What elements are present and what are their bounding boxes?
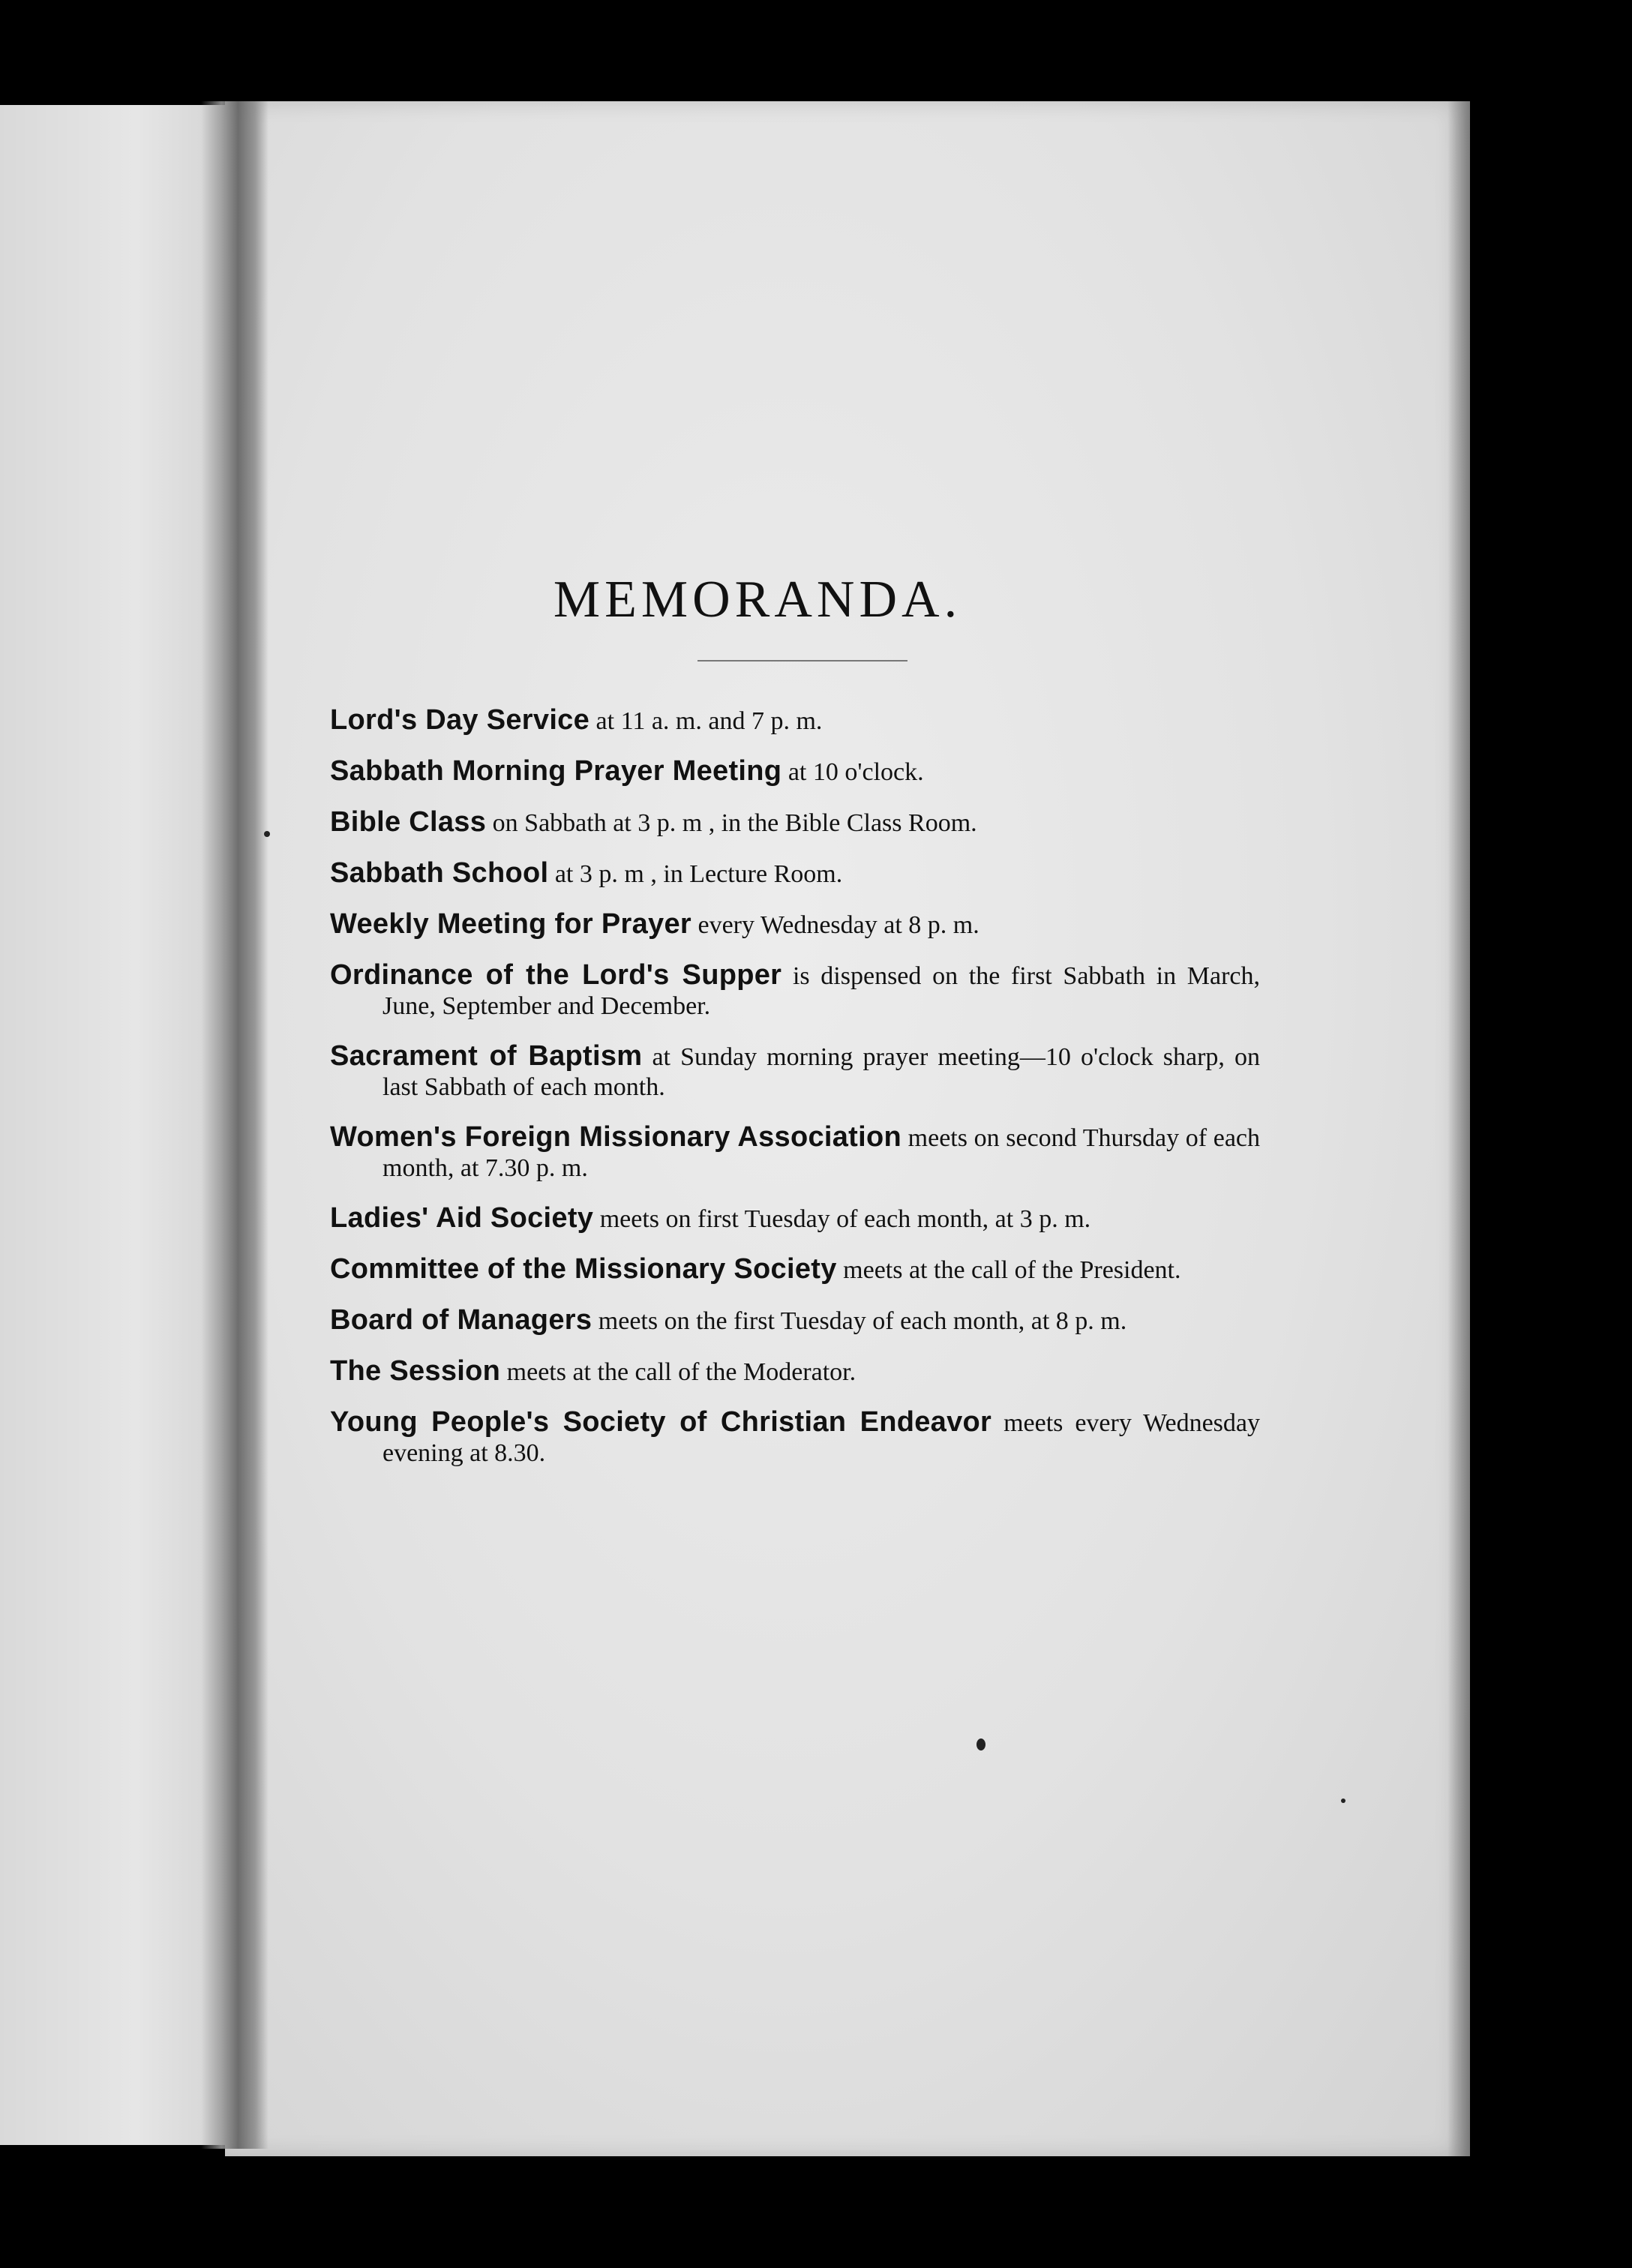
entry-heading: Women's Foreign Missionary Association <box>330 1121 902 1153</box>
entry-text: meets on the first Tuesday of each month, at 8 p. m. <box>598 1307 1127 1335</box>
entry-text: meets on second Thursday of each month, at 7.30 p. m. <box>382 1124 1260 1182</box>
binding-gutter <box>201 101 268 2149</box>
entry-christian-endeavor <box>330 1407 1260 1468</box>
entry-text: on Sabbath at 3 p. m , in the Bible Class Room. <box>492 809 977 837</box>
ink-speck <box>1341 1798 1346 1803</box>
entry-heading: Board of Managers <box>330 1304 592 1336</box>
entry-bible-class <box>330 807 1260 838</box>
entry-lords-supper <box>330 960 1260 1022</box>
entry-heading: Lord's Day Service <box>330 704 590 736</box>
entry-text: meets on first Tuesday of each month, at 3 p. m. <box>599 1205 1091 1233</box>
entry-board-of-managers <box>330 1305 1260 1336</box>
entry-heading: The Session <box>330 1355 501 1387</box>
entry-womens-foreign-missionary <box>330 1122 1260 1184</box>
entry-heading: Sabbath Morning Prayer Meeting <box>330 755 782 787</box>
entry-text: at 10 o'clock. <box>788 758 924 786</box>
memoranda-list <box>330 705 1260 1468</box>
memoranda-content <box>330 570 1260 1488</box>
entry-heading: Young People's Society of Christian Endeavor <box>330 1406 992 1438</box>
entry-text: at 11 a. m. and 7 p. m. <box>596 707 823 735</box>
entry-text: meets every Wednesday evening at 8.30. <box>382 1409 1261 1467</box>
entry-heading: Committee of the Missionary Society <box>330 1253 837 1285</box>
entry-heading: Ladies' Aid Society <box>330 1202 594 1234</box>
entry-session <box>330 1356 1260 1388</box>
page-edge-shadow <box>1448 101 1470 2156</box>
entry-ladies-aid <box>330 1203 1260 1234</box>
entry-text: is dispensed on the first Sabbath in March, June, September and December. <box>382 962 1261 1020</box>
entry-weekly-meeting <box>330 909 1260 940</box>
entry-text: at 3 p. m , in Lecture Room. <box>554 860 843 888</box>
entry-heading: Sabbath School <box>330 857 549 889</box>
ink-speck <box>264 831 270 837</box>
entry-sabbath-morning-prayer <box>330 756 1260 788</box>
entry-heading: Sacrament of Baptism <box>330 1040 643 1072</box>
entry-heading: Bible Class <box>330 806 487 838</box>
entry-lords-day-service <box>330 705 1260 736</box>
entry-text: meets at the call of the President. <box>843 1256 1181 1284</box>
entry-text: at Sunday morning prayer meeting—10 o'clock sharp, on last Sabbath of each month. <box>382 1043 1261 1101</box>
entry-sabbath-school <box>330 858 1260 890</box>
entry-heading: Ordinance of the Lord's Supper <box>330 959 782 991</box>
entry-text: meets at the call of the Moderator. <box>506 1358 856 1386</box>
entry-baptism <box>330 1041 1260 1102</box>
ink-speck <box>976 1738 986 1750</box>
entry-heading: Weekly Meeting for Prayer <box>330 908 692 940</box>
entry-missionary-committee <box>330 1254 1260 1286</box>
entry-text: every Wednesday at 8 p. m. <box>698 911 980 939</box>
title-divider <box>698 660 908 662</box>
page-title: MEMORANDA. <box>553 571 962 628</box>
